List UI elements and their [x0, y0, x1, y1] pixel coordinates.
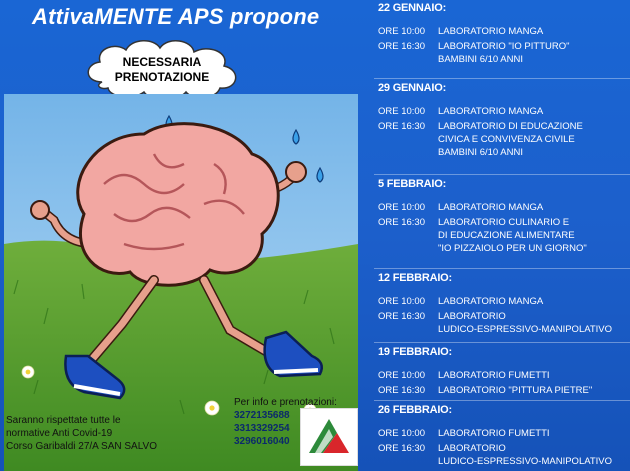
- schedule-event: [378, 217, 569, 228]
- event-title: LABORATORIO MANGA: [438, 296, 544, 307]
- schedule-event: [378, 443, 506, 454]
- event-time: ORE 10:00: [378, 370, 425, 381]
- event-detail: CIVICA E CONVIVENZA CIVILE: [438, 134, 575, 145]
- cloud-line-1: NECESSARIA: [122, 55, 202, 69]
- event-time: ORE 16:30: [378, 385, 425, 396]
- endas-logo-icon: [301, 409, 357, 465]
- schedule-event: [378, 121, 583, 132]
- schedule-event: [378, 311, 506, 322]
- event-time: ORE 10:00: [378, 296, 425, 307]
- booking-required-cloud: [92, 46, 232, 92]
- event-title: LABORATORIO "PITTURA PIETRE": [438, 385, 593, 396]
- schedule-day: 22 GENNAIO:: [378, 2, 447, 14]
- day-separator: [374, 400, 630, 401]
- event-title: LABORATORIO MANGA: [438, 106, 544, 117]
- page-title: AttivaMENTE APS propone: [32, 4, 320, 29]
- day-separator: [374, 268, 630, 269]
- event-time: ORE 16:30: [378, 311, 425, 322]
- event-time: ORE 10:00: [378, 202, 425, 213]
- schedule-day: 12 FEBBRAIO:: [378, 272, 452, 284]
- event-time: ORE 16:30: [378, 121, 425, 132]
- contact-label: Per info e prenotazioni:: [234, 397, 337, 408]
- event-title: LABORATORIO "IO PITTURO": [438, 41, 570, 52]
- event-detail: BAMBINI 6/10 ANNI: [438, 147, 524, 158]
- day-separator: [374, 78, 630, 79]
- event-detail: LUDICO-ESPRESSIVO-MANIPOLATIVO: [438, 324, 613, 335]
- schedule-day: 29 GENNAIO:: [378, 82, 447, 94]
- event-time: ORE 10:00: [378, 26, 425, 37]
- notice-line-2: normative Anti Covid-19: [6, 428, 113, 439]
- schedule-event: [378, 202, 543, 213]
- notice-line-1: Saranno rispettate tutte le: [6, 415, 121, 426]
- schedule-panel: [366, 0, 630, 471]
- event-detail: BAMBINI 6/10 ANNI: [438, 54, 524, 65]
- event-time: ORE 16:30: [378, 443, 425, 454]
- event-detail: DI EDUCAZIONE ALIMENTARE: [438, 230, 575, 241]
- event-title: LABORATORIO FUMETTI: [438, 370, 550, 381]
- schedule-event: [378, 370, 550, 381]
- event-detail: "IO PIZZAIOLO PER UN GIORNO": [438, 243, 587, 254]
- endas-logo: [300, 408, 358, 466]
- event-title: LABORATORIO MANGA: [438, 202, 544, 213]
- phone-number-3: 3296016040: [234, 436, 290, 447]
- event-time: ORE 16:30: [378, 41, 425, 52]
- schedule-event: [378, 385, 592, 396]
- schedule-event: [378, 106, 543, 117]
- event-title: LABORATORIO CULINARIO E: [438, 217, 570, 228]
- phone-number-2: 3313329254: [234, 423, 290, 434]
- event-detail: LUDICO-ESPRESSIVO-MANIPOLATIVO: [438, 456, 613, 467]
- day-separator: [374, 174, 630, 175]
- phone-number-1: 3272135688: [234, 410, 290, 421]
- schedule-day: 19 FEBBRAIO:: [378, 346, 452, 358]
- event-title: LABORATORIO DI EDUCAZIONE: [438, 121, 583, 132]
- event-time: ORE 16:30: [378, 217, 425, 228]
- schedule-event: [378, 41, 570, 52]
- schedule-day: 26 FEBBRAIO:: [378, 404, 452, 416]
- event-time: ORE 10:00: [378, 106, 425, 117]
- day-separator: [374, 342, 630, 343]
- notice-address: Corso Garibaldi 27/A SAN SALVO: [6, 441, 157, 452]
- schedule-event: [378, 428, 550, 439]
- event-title: LABORATORIO MANGA: [438, 26, 544, 37]
- event-title: LABORATORIO: [438, 311, 506, 322]
- event-time: ORE 10:00: [378, 428, 425, 439]
- event-title: LABORATORIO: [438, 443, 506, 454]
- event-title: LABORATORIO FUMETTI: [438, 428, 550, 439]
- schedule-event: [378, 296, 543, 307]
- cloud-line-2: PRENOTAZIONE: [114, 70, 210, 84]
- schedule-day: 5 FEBBRAIO:: [378, 178, 447, 190]
- covid-notice: [6, 414, 157, 453]
- schedule-event: [378, 26, 543, 37]
